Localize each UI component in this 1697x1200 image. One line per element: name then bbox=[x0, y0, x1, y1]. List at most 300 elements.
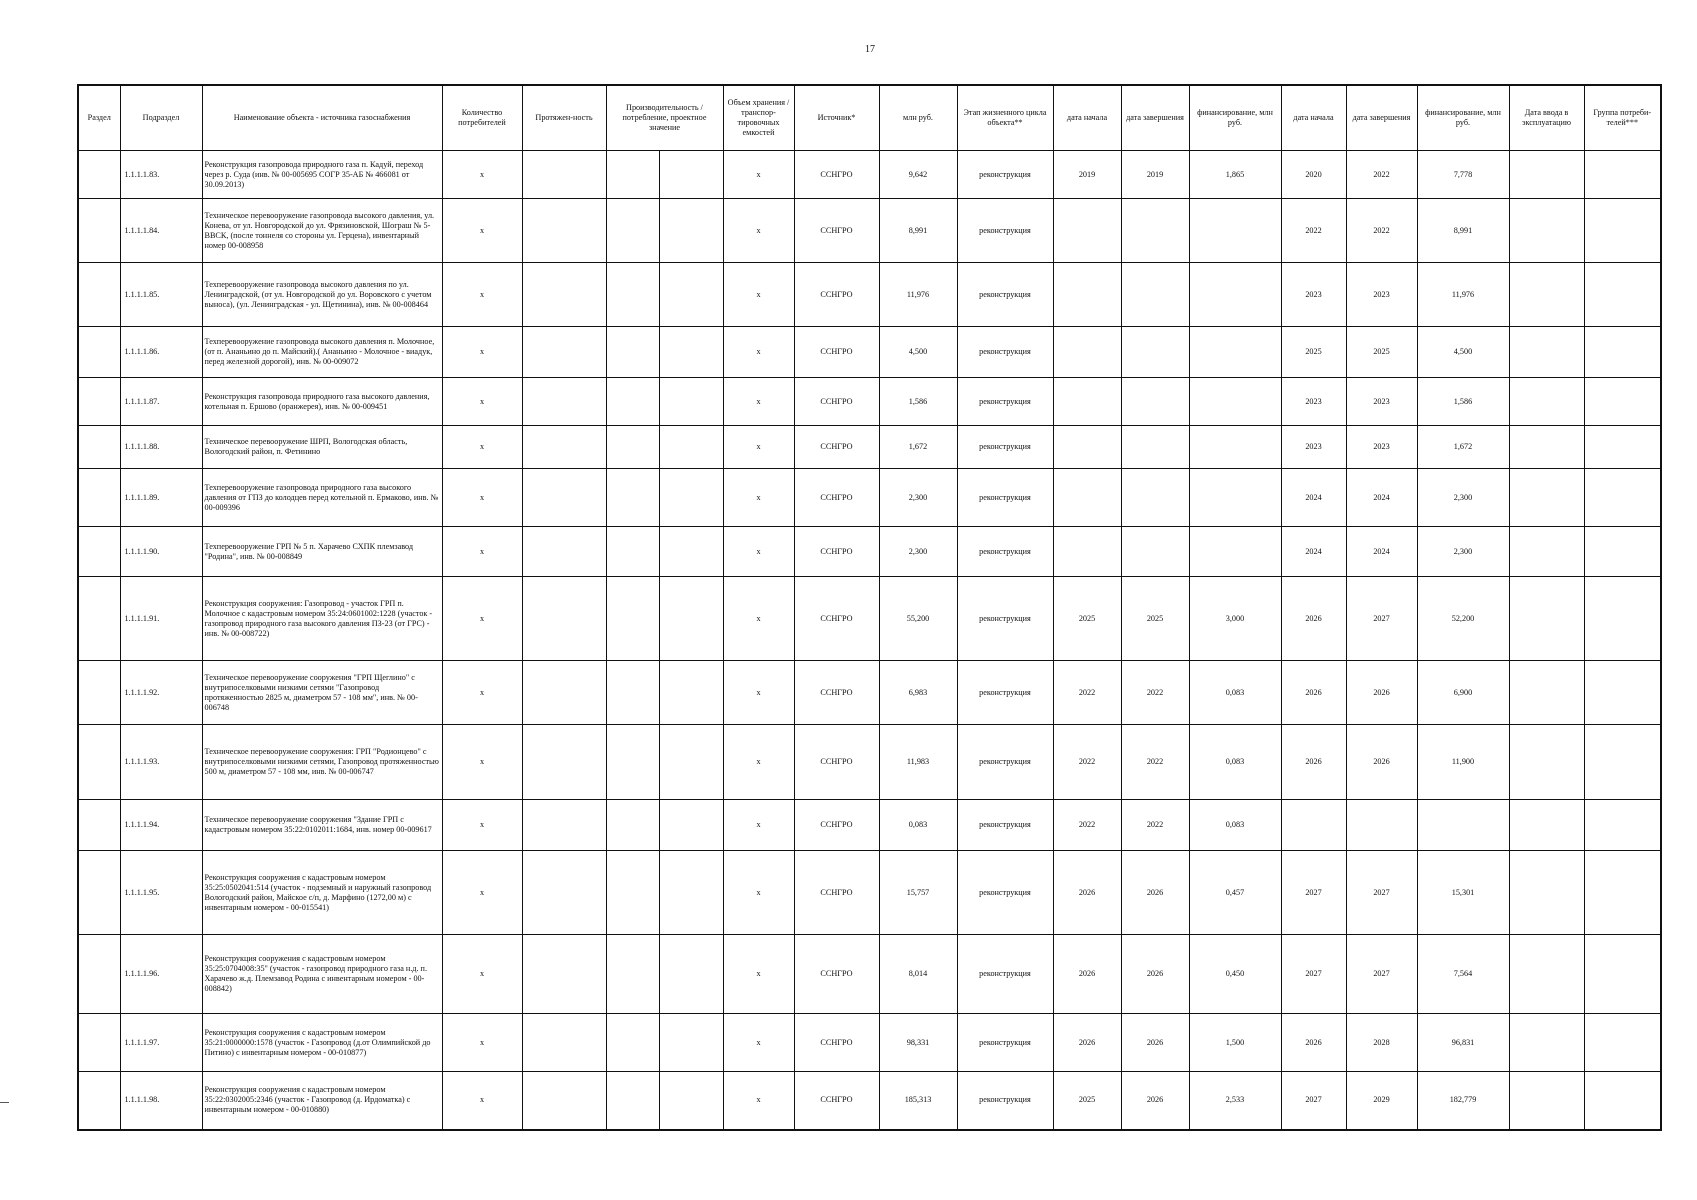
financing-1 bbox=[1189, 327, 1281, 378]
financing-2: 11,900 bbox=[1417, 725, 1509, 800]
capacity-extra-cell bbox=[659, 151, 723, 199]
header-cell: дата начала bbox=[1053, 85, 1121, 151]
object-name: Техническое перевооружение сооружения: ГРП "Родионцево" с внутрипоселковыми низкими сетями, Газопровод протяженностью 500 м, диаметром 57 - 108 мм, инв. № 00-006747 bbox=[202, 725, 442, 800]
source-cell: ССНГРО bbox=[794, 935, 879, 1014]
object-name: Реконструкция газопровода природного газа п. Кадуй, переход через р. Суда (инв. № 00-005695 СОГР 35-АБ № 466081 от 30.09.2013) bbox=[202, 151, 442, 199]
source-cell: ССНГРО bbox=[794, 851, 879, 935]
end-date-2: 2025 bbox=[1346, 327, 1417, 378]
end-date-1: 2022 bbox=[1121, 725, 1189, 800]
capacity-cell bbox=[606, 1014, 659, 1072]
financing-2: 1,586 bbox=[1417, 378, 1509, 426]
capacity-cell bbox=[606, 263, 659, 327]
source-cell: ССНГРО bbox=[794, 527, 879, 577]
storage-cell: x bbox=[723, 935, 794, 1014]
financing-2: 1,672 bbox=[1417, 426, 1509, 469]
start-date-2: 2023 bbox=[1281, 378, 1346, 426]
section-cell bbox=[78, 851, 120, 935]
start-date-1 bbox=[1053, 378, 1121, 426]
section-cell bbox=[78, 151, 120, 199]
commission-date bbox=[1509, 800, 1584, 851]
section-cell bbox=[78, 426, 120, 469]
consumer-group bbox=[1584, 378, 1661, 426]
lifecycle-stage: реконструкция bbox=[957, 327, 1053, 378]
object-name: Реконструкция газопровода природного газа высокого давления, котельная п. Ершово (оранжерея), инв. № 00-009451 bbox=[202, 378, 442, 426]
end-date-2: 2027 bbox=[1346, 577, 1417, 661]
capacity-cell bbox=[606, 378, 659, 426]
source-cell: ССНГРО bbox=[794, 263, 879, 327]
consumer-group bbox=[1584, 151, 1661, 199]
header-cell: Этап жизненного цикла объекта** bbox=[957, 85, 1053, 151]
subsection-code: 1.1.1.1.85. bbox=[120, 263, 202, 327]
start-date-1 bbox=[1053, 199, 1121, 263]
commission-date bbox=[1509, 527, 1584, 577]
end-date-1: 2025 bbox=[1121, 577, 1189, 661]
subsection-code: 1.1.1.1.84. bbox=[120, 199, 202, 263]
length-cell bbox=[522, 851, 606, 935]
capacity-extra-cell bbox=[659, 851, 723, 935]
capacity-cell bbox=[606, 199, 659, 263]
capacity-extra-cell bbox=[659, 263, 723, 327]
lifecycle-stage: реконструкция bbox=[957, 1014, 1053, 1072]
start-date-2: 2026 bbox=[1281, 725, 1346, 800]
start-date-2: 2026 bbox=[1281, 577, 1346, 661]
start-date-1 bbox=[1053, 527, 1121, 577]
consumers-cell: x bbox=[442, 527, 522, 577]
start-date-2: 2025 bbox=[1281, 327, 1346, 378]
amount-cell: 11,976 bbox=[879, 263, 957, 327]
section-cell bbox=[78, 469, 120, 527]
amount-cell: 15,757 bbox=[879, 851, 957, 935]
commission-date bbox=[1509, 426, 1584, 469]
subsection-code: 1.1.1.1.92. bbox=[120, 661, 202, 725]
commission-date bbox=[1509, 1072, 1584, 1130]
storage-cell: x bbox=[723, 151, 794, 199]
financing-2: 7,564 bbox=[1417, 935, 1509, 1014]
lifecycle-stage: реконструкция bbox=[957, 469, 1053, 527]
financing-2: 6,900 bbox=[1417, 661, 1509, 725]
end-date-1: 2026 bbox=[1121, 851, 1189, 935]
commission-date bbox=[1509, 327, 1584, 378]
section-cell bbox=[78, 661, 120, 725]
object-name: Реконструкция сооружения: Газопровод - участок ГРП п. Молочное с кадастровым номером 35:24:0601002:1228 (участок - газопровод природного газа высокого давления ПЗ-23 (от ГРС) - инв. № 00-008722) bbox=[202, 577, 442, 661]
table-row bbox=[78, 469, 1661, 527]
consumers-cell: x bbox=[442, 378, 522, 426]
header-cell: финансирование, млн руб. bbox=[1189, 85, 1281, 151]
end-date-1: 2026 bbox=[1121, 935, 1189, 1014]
commission-date bbox=[1509, 935, 1584, 1014]
financing-2: 7,778 bbox=[1417, 151, 1509, 199]
gas-objects-table bbox=[77, 84, 1662, 1131]
financing-1: 0,450 bbox=[1189, 935, 1281, 1014]
capacity-cell bbox=[606, 1072, 659, 1130]
start-date-2: 2027 bbox=[1281, 1072, 1346, 1130]
table-row bbox=[78, 661, 1661, 725]
header-cell: Источник* bbox=[794, 85, 879, 151]
subsection-code: 1.1.1.1.94. bbox=[120, 800, 202, 851]
consumers-cell: x bbox=[442, 263, 522, 327]
amount-cell: 9,642 bbox=[879, 151, 957, 199]
storage-cell: x bbox=[723, 426, 794, 469]
storage-cell: x bbox=[723, 263, 794, 327]
table-row bbox=[78, 935, 1661, 1014]
end-date-1 bbox=[1121, 469, 1189, 527]
consumer-group bbox=[1584, 1072, 1661, 1130]
start-date-2: 2024 bbox=[1281, 469, 1346, 527]
capacity-cell bbox=[606, 527, 659, 577]
end-date-1 bbox=[1121, 527, 1189, 577]
amount-cell: 2,300 bbox=[879, 469, 957, 527]
end-date-1 bbox=[1121, 378, 1189, 426]
section-cell bbox=[78, 800, 120, 851]
section-cell bbox=[78, 577, 120, 661]
length-cell bbox=[522, 800, 606, 851]
start-date-1: 2025 bbox=[1053, 1072, 1121, 1130]
length-cell bbox=[522, 577, 606, 661]
start-date-1: 2022 bbox=[1053, 661, 1121, 725]
lifecycle-stage: реконструкция bbox=[957, 378, 1053, 426]
commission-date bbox=[1509, 469, 1584, 527]
length-cell bbox=[522, 935, 606, 1014]
subsection-code: 1.1.1.1.83. bbox=[120, 151, 202, 199]
capacity-cell bbox=[606, 725, 659, 800]
consumer-group bbox=[1584, 199, 1661, 263]
object-name: Техперевооружение ГРП № 5 п. Харачево СХПК племзавод "Родина", инв. № 00-008849 bbox=[202, 527, 442, 577]
amount-cell: 8,014 bbox=[879, 935, 957, 1014]
consumers-cell: x bbox=[442, 151, 522, 199]
capacity-extra-cell bbox=[659, 378, 723, 426]
financing-1 bbox=[1189, 263, 1281, 327]
storage-cell: x bbox=[723, 725, 794, 800]
subsection-code: 1.1.1.1.90. bbox=[120, 527, 202, 577]
capacity-cell bbox=[606, 327, 659, 378]
start-date-2: 2026 bbox=[1281, 661, 1346, 725]
object-name: Реконструкция сооружения с кадастровым номером 35:21:0000000:1578 (участок - Газопровод (д.от Олимпийской до Питино) с инвентарным номером - 00-010877) bbox=[202, 1014, 442, 1072]
subsection-code: 1.1.1.1.93. bbox=[120, 725, 202, 800]
end-date-2: 2022 bbox=[1346, 151, 1417, 199]
source-cell: ССНГРО bbox=[794, 1072, 879, 1130]
storage-cell: x bbox=[723, 851, 794, 935]
storage-cell: x bbox=[723, 577, 794, 661]
header-cell: Дата ввода в эксплуатацию bbox=[1509, 85, 1584, 151]
start-date-2 bbox=[1281, 800, 1346, 851]
start-date-2: 2020 bbox=[1281, 151, 1346, 199]
amount-cell: 11,983 bbox=[879, 725, 957, 800]
object-name: Реконструкция сооружения с кадастровым номером 35:25:0502041:514 (участок - подземный и наружный газопровод Вологодский район, Майское с/п, д. Марфино (1272,00 м) с инвентарным номером - 00-015541) bbox=[202, 851, 442, 935]
capacity-extra-cell bbox=[659, 199, 723, 263]
end-date-1: 2026 bbox=[1121, 1072, 1189, 1130]
end-date-2: 2027 bbox=[1346, 935, 1417, 1014]
length-cell bbox=[522, 527, 606, 577]
amount-cell: 8,991 bbox=[879, 199, 957, 263]
consumers-cell: x bbox=[442, 1014, 522, 1072]
lifecycle-stage: реконструкция bbox=[957, 577, 1053, 661]
storage-cell: x bbox=[723, 1014, 794, 1072]
length-cell bbox=[522, 469, 606, 527]
storage-cell: x bbox=[723, 1072, 794, 1130]
consumers-cell: x bbox=[442, 469, 522, 527]
section-cell bbox=[78, 935, 120, 1014]
object-name: Техническое перевооружение сооружения "ГРП Щеглино" с внутрипоселковыми низкими сетями "Газопровод протяженностью 2825 м, диаметром 57 - 108 мм", инв. № 00-006748 bbox=[202, 661, 442, 725]
consumer-group bbox=[1584, 469, 1661, 527]
consumers-cell: x bbox=[442, 327, 522, 378]
capacity-cell bbox=[606, 577, 659, 661]
start-date-2: 2026 bbox=[1281, 1014, 1346, 1072]
financing-1 bbox=[1189, 469, 1281, 527]
length-cell bbox=[522, 725, 606, 800]
table-row bbox=[78, 1072, 1661, 1130]
end-date-1: 2026 bbox=[1121, 1014, 1189, 1072]
consumer-group bbox=[1584, 1014, 1661, 1072]
source-cell: ССНГРО bbox=[794, 1014, 879, 1072]
start-date-1: 2026 bbox=[1053, 1014, 1121, 1072]
financing-1: 0,083 bbox=[1189, 725, 1281, 800]
header-cell: Объем хранения / транспор-тировочных емкостей bbox=[723, 85, 794, 151]
source-cell: ССНГРО bbox=[794, 151, 879, 199]
end-date-1 bbox=[1121, 199, 1189, 263]
capacity-cell bbox=[606, 469, 659, 527]
source-cell: ССНГРО bbox=[794, 327, 879, 378]
amount-cell: 185,313 bbox=[879, 1072, 957, 1130]
amount-cell: 1,672 bbox=[879, 426, 957, 469]
start-date-1: 2025 bbox=[1053, 577, 1121, 661]
capacity-extra-cell bbox=[659, 1072, 723, 1130]
subsection-code: 1.1.1.1.97. bbox=[120, 1014, 202, 1072]
length-cell bbox=[522, 661, 606, 725]
storage-cell: x bbox=[723, 378, 794, 426]
header-cell: дата завершения bbox=[1346, 85, 1417, 151]
end-date-2: 2028 bbox=[1346, 1014, 1417, 1072]
section-cell bbox=[78, 527, 120, 577]
financing-2 bbox=[1417, 800, 1509, 851]
header-cell: Количество потребителей bbox=[442, 85, 522, 151]
consumer-group bbox=[1584, 426, 1661, 469]
source-cell: ССНГРО bbox=[794, 800, 879, 851]
section-cell bbox=[78, 263, 120, 327]
subsection-code: 1.1.1.1.88. bbox=[120, 426, 202, 469]
consumers-cell: x bbox=[442, 1072, 522, 1130]
source-cell: ССНГРО bbox=[794, 199, 879, 263]
consumers-cell: x bbox=[442, 577, 522, 661]
end-date-1 bbox=[1121, 327, 1189, 378]
start-date-2: 2023 bbox=[1281, 263, 1346, 327]
commission-date bbox=[1509, 661, 1584, 725]
source-cell: ССНГРО bbox=[794, 378, 879, 426]
amount-cell: 55,200 bbox=[879, 577, 957, 661]
start-date-2: 2022 bbox=[1281, 199, 1346, 263]
section-cell bbox=[78, 378, 120, 426]
source-cell: ССНГРО bbox=[794, 661, 879, 725]
length-cell bbox=[522, 426, 606, 469]
section-cell bbox=[78, 199, 120, 263]
capacity-extra-cell bbox=[659, 469, 723, 527]
consumers-cell: x bbox=[442, 426, 522, 469]
storage-cell: x bbox=[723, 199, 794, 263]
subsection-code: 1.1.1.1.86. bbox=[120, 327, 202, 378]
financing-1: 0,083 bbox=[1189, 661, 1281, 725]
end-date-2: 2024 bbox=[1346, 469, 1417, 527]
object-name: Техническое перевооружение сооружения "Здание ГРП с кадастровым номером 35:22:0102011:1684, инв. номер 00-009617 bbox=[202, 800, 442, 851]
amount-cell: 0,083 bbox=[879, 800, 957, 851]
end-date-1: 2019 bbox=[1121, 151, 1189, 199]
financing-2: 2,300 bbox=[1417, 469, 1509, 527]
subsection-code: 1.1.1.1.89. bbox=[120, 469, 202, 527]
commission-date bbox=[1509, 378, 1584, 426]
end-date-1: 2022 bbox=[1121, 661, 1189, 725]
start-date-2: 2024 bbox=[1281, 527, 1346, 577]
commission-date bbox=[1509, 851, 1584, 935]
end-date-2: 2026 bbox=[1346, 725, 1417, 800]
consumer-group bbox=[1584, 725, 1661, 800]
header-row bbox=[78, 85, 1661, 151]
capacity-extra-cell bbox=[659, 725, 723, 800]
length-cell bbox=[522, 327, 606, 378]
table-row bbox=[78, 725, 1661, 800]
table-row bbox=[78, 851, 1661, 935]
capacity-cell bbox=[606, 800, 659, 851]
header-cell: финансирование, млн руб. bbox=[1417, 85, 1509, 151]
start-date-2: 2027 bbox=[1281, 935, 1346, 1014]
lifecycle-stage: реконструкция bbox=[957, 527, 1053, 577]
lifecycle-stage: реконструкция bbox=[957, 661, 1053, 725]
amount-cell: 4,500 bbox=[879, 327, 957, 378]
financing-2: 52,200 bbox=[1417, 577, 1509, 661]
object-name: Техническое перевооружение ШРП, Вологодская область, Вологодский район, п. Фетинино bbox=[202, 426, 442, 469]
length-cell bbox=[522, 1072, 606, 1130]
lifecycle-stage: реконструкция bbox=[957, 800, 1053, 851]
subsection-code: 1.1.1.1.96. bbox=[120, 935, 202, 1014]
amount-cell: 1,586 bbox=[879, 378, 957, 426]
table-row bbox=[78, 263, 1661, 327]
lifecycle-stage: реконструкция bbox=[957, 725, 1053, 800]
section-cell bbox=[78, 725, 120, 800]
header-cell: дата завершения bbox=[1121, 85, 1189, 151]
consumer-group bbox=[1584, 527, 1661, 577]
consumer-group bbox=[1584, 263, 1661, 327]
financing-1: 1,865 bbox=[1189, 151, 1281, 199]
commission-date bbox=[1509, 151, 1584, 199]
header-cell: Производительность / потребление, проектное значение bbox=[606, 85, 723, 151]
financing-1 bbox=[1189, 199, 1281, 263]
end-date-2 bbox=[1346, 800, 1417, 851]
end-date-2: 2023 bbox=[1346, 378, 1417, 426]
length-cell bbox=[522, 199, 606, 263]
storage-cell: x bbox=[723, 327, 794, 378]
storage-cell: x bbox=[723, 527, 794, 577]
start-date-1: 2022 bbox=[1053, 800, 1121, 851]
commission-date bbox=[1509, 199, 1584, 263]
end-date-1 bbox=[1121, 263, 1189, 327]
commission-date bbox=[1509, 577, 1584, 661]
capacity-extra-cell bbox=[659, 527, 723, 577]
table-row bbox=[78, 199, 1661, 263]
financing-2: 4,500 bbox=[1417, 327, 1509, 378]
financing-2: 96,831 bbox=[1417, 1014, 1509, 1072]
header-cell: Раздел bbox=[78, 85, 120, 151]
end-date-1: 2022 bbox=[1121, 800, 1189, 851]
financing-1 bbox=[1189, 378, 1281, 426]
financing-1: 0,083 bbox=[1189, 800, 1281, 851]
consumers-cell: x bbox=[442, 851, 522, 935]
consumers-cell: x bbox=[442, 725, 522, 800]
table-row bbox=[78, 378, 1661, 426]
consumer-group bbox=[1584, 661, 1661, 725]
start-date-2: 2027 bbox=[1281, 851, 1346, 935]
start-date-1 bbox=[1053, 327, 1121, 378]
table-row bbox=[78, 527, 1661, 577]
start-date-1 bbox=[1053, 263, 1121, 327]
consumers-cell: x bbox=[442, 800, 522, 851]
capacity-extra-cell bbox=[659, 327, 723, 378]
financing-1: 3,000 bbox=[1189, 577, 1281, 661]
table-row bbox=[78, 151, 1661, 199]
amount-cell: 2,300 bbox=[879, 527, 957, 577]
consumer-group bbox=[1584, 327, 1661, 378]
end-date-1 bbox=[1121, 426, 1189, 469]
table-row bbox=[78, 327, 1661, 378]
financing-2: 2,300 bbox=[1417, 527, 1509, 577]
object-name: Техперевооружение газопровода природного газа высокого давления от ГПЗ до колодцев перед котельной п. Ермаково, инв. № 00-009396 bbox=[202, 469, 442, 527]
subsection-code: 1.1.1.1.98. bbox=[120, 1072, 202, 1130]
object-name: Реконструкция сооружения с кадастровым номером 35:25:0704008:35" (участок - газопровод природного газа н.д. п. Харачево ж.д. Племзавод Родина с инвентарным номером - 00-008842) bbox=[202, 935, 442, 1014]
consumers-cell: x bbox=[442, 935, 522, 1014]
capacity-extra-cell bbox=[659, 1014, 723, 1072]
capacity-cell bbox=[606, 661, 659, 725]
end-date-2: 2023 bbox=[1346, 263, 1417, 327]
start-date-1: 2026 bbox=[1053, 935, 1121, 1014]
consumers-cell: x bbox=[442, 199, 522, 263]
length-cell bbox=[522, 151, 606, 199]
source-cell: ССНГРО bbox=[794, 426, 879, 469]
financing-2: 8,991 bbox=[1417, 199, 1509, 263]
subsection-code: 1.1.1.1.87. bbox=[120, 378, 202, 426]
lifecycle-stage: реконструкция bbox=[957, 151, 1053, 199]
financing-1 bbox=[1189, 426, 1281, 469]
object-name: Реконструкция сооружения с кадастровым номером 35:22:0302005:2346 (участок - Газопровод (д. Ирдоматка) с инвентарным номером - 00-010880) bbox=[202, 1072, 442, 1130]
commission-date bbox=[1509, 263, 1584, 327]
end-date-2: 2027 bbox=[1346, 851, 1417, 935]
financing-1: 2,533 bbox=[1189, 1072, 1281, 1130]
storage-cell: x bbox=[723, 800, 794, 851]
capacity-extra-cell bbox=[659, 577, 723, 661]
capacity-cell bbox=[606, 426, 659, 469]
section-cell bbox=[78, 1072, 120, 1130]
lifecycle-stage: реконструкция bbox=[957, 851, 1053, 935]
financing-1: 0,457 bbox=[1189, 851, 1281, 935]
object-name: Техперевооружение газопровода высокого давления п. Молочное, (от п. Ананьино до п. Майский).( Ананьино - Молочное - виадук, перед железной дорогой), инв. № 00-009072 bbox=[202, 327, 442, 378]
lifecycle-stage: реконструкция bbox=[957, 1072, 1053, 1130]
commission-date bbox=[1509, 1014, 1584, 1072]
end-date-2: 2022 bbox=[1346, 199, 1417, 263]
lifecycle-stage: реконструкция bbox=[957, 935, 1053, 1014]
end-date-2: 2026 bbox=[1346, 661, 1417, 725]
header-cell: Подраздел bbox=[120, 85, 202, 151]
header-cell: Протяжен-ность bbox=[522, 85, 606, 151]
object-name: Техническое перевооружение газопровода высокого давления, ул. Конева, от ул. Новгородской до ул. Фрязиновской, Шограш № 5-ВВСК, (после тоннеля со стороны ул. Герцена), инвентарный номер 00-008958 bbox=[202, 199, 442, 263]
table-row bbox=[78, 577, 1661, 661]
scan-edge-mark bbox=[0, 1102, 9, 1103]
length-cell bbox=[522, 378, 606, 426]
consumer-group bbox=[1584, 577, 1661, 661]
table-row bbox=[78, 1014, 1661, 1072]
subsection-code: 1.1.1.1.91. bbox=[120, 577, 202, 661]
source-cell: ССНГРО bbox=[794, 469, 879, 527]
financing-2: 15,301 bbox=[1417, 851, 1509, 935]
length-cell bbox=[522, 263, 606, 327]
consumers-cell: x bbox=[442, 661, 522, 725]
storage-cell: x bbox=[723, 469, 794, 527]
table-row bbox=[78, 800, 1661, 851]
end-date-2: 2024 bbox=[1346, 527, 1417, 577]
